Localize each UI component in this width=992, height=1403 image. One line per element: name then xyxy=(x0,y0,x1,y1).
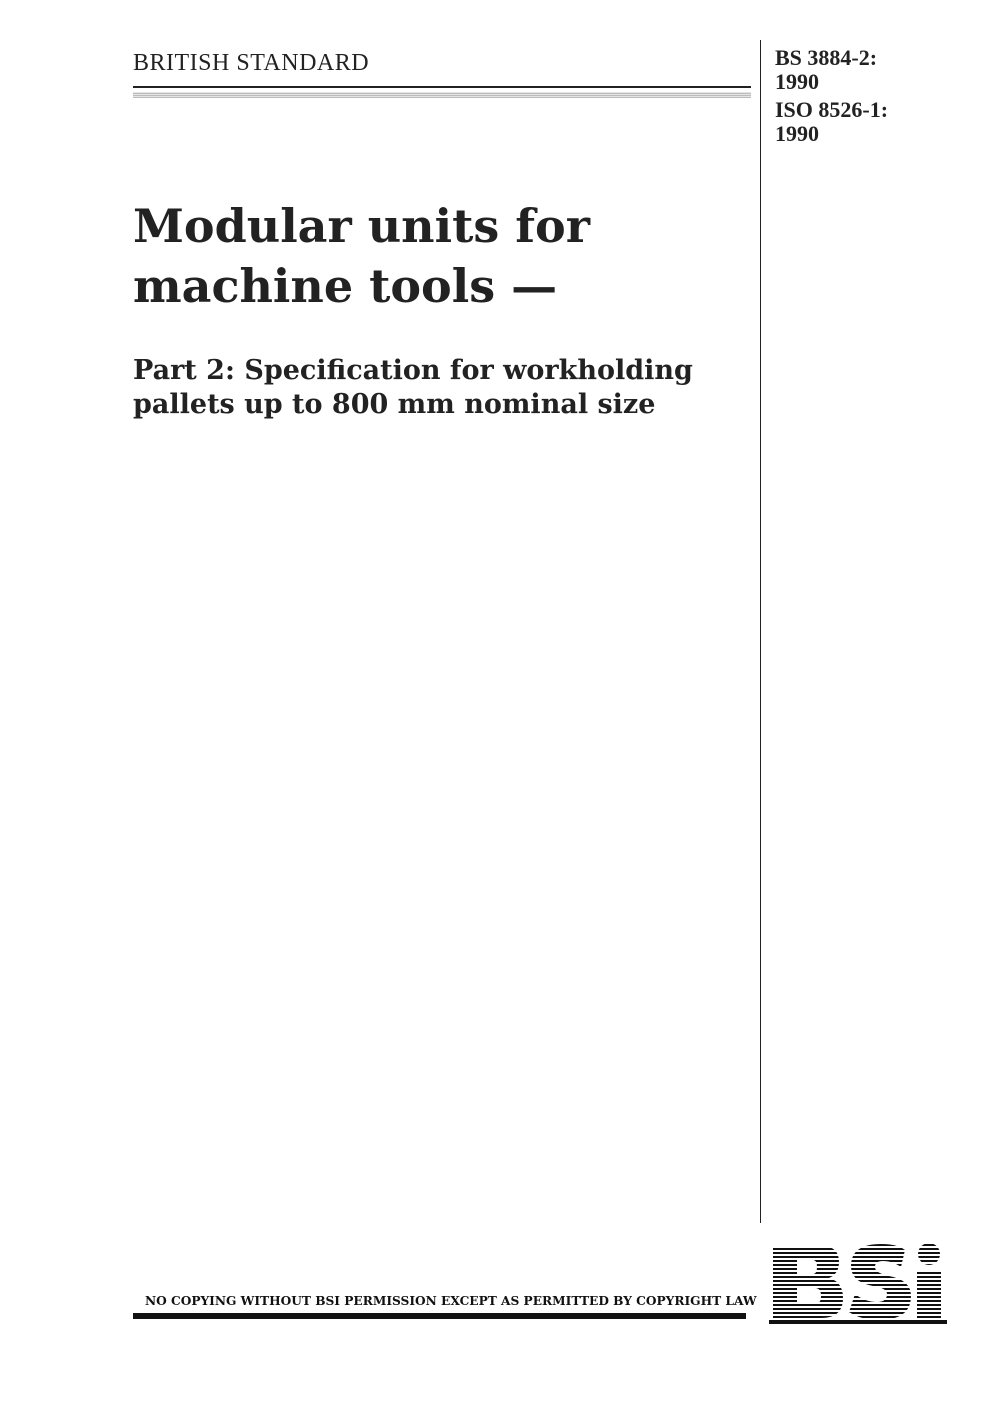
bs-number-code: BS 3884-2: xyxy=(775,45,878,70)
document-subtitle xyxy=(133,354,753,422)
bs-number-year: 1990 xyxy=(775,69,819,94)
iso-number xyxy=(775,98,888,146)
subtitle-line: Part 2: Specification for workholding xyxy=(133,355,693,386)
bs-number xyxy=(775,46,888,94)
standard-numbers xyxy=(775,46,888,150)
iso-number-code: ISO 8526-1: xyxy=(775,97,889,122)
document-series-label: BRITISH STANDARD xyxy=(133,50,370,76)
bsi-logo xyxy=(769,1240,947,1324)
margin-divider xyxy=(760,40,761,1223)
copyright-notice: NO COPYING WITHOUT BSI PERMISSION EXCEPT AS PERMITTED BY COPYRIGHT LAW xyxy=(145,1294,757,1308)
iso-number-year: 1990 xyxy=(775,121,819,146)
subtitle-line: pallets up to 800 mm nominal size xyxy=(133,389,656,420)
document-title xyxy=(133,196,743,316)
footer-rule xyxy=(133,1313,746,1319)
title-line: machine tools — xyxy=(133,259,558,313)
header-gray-band xyxy=(133,92,751,98)
title-line: Modular units for xyxy=(133,199,590,253)
header-rule xyxy=(133,86,751,88)
